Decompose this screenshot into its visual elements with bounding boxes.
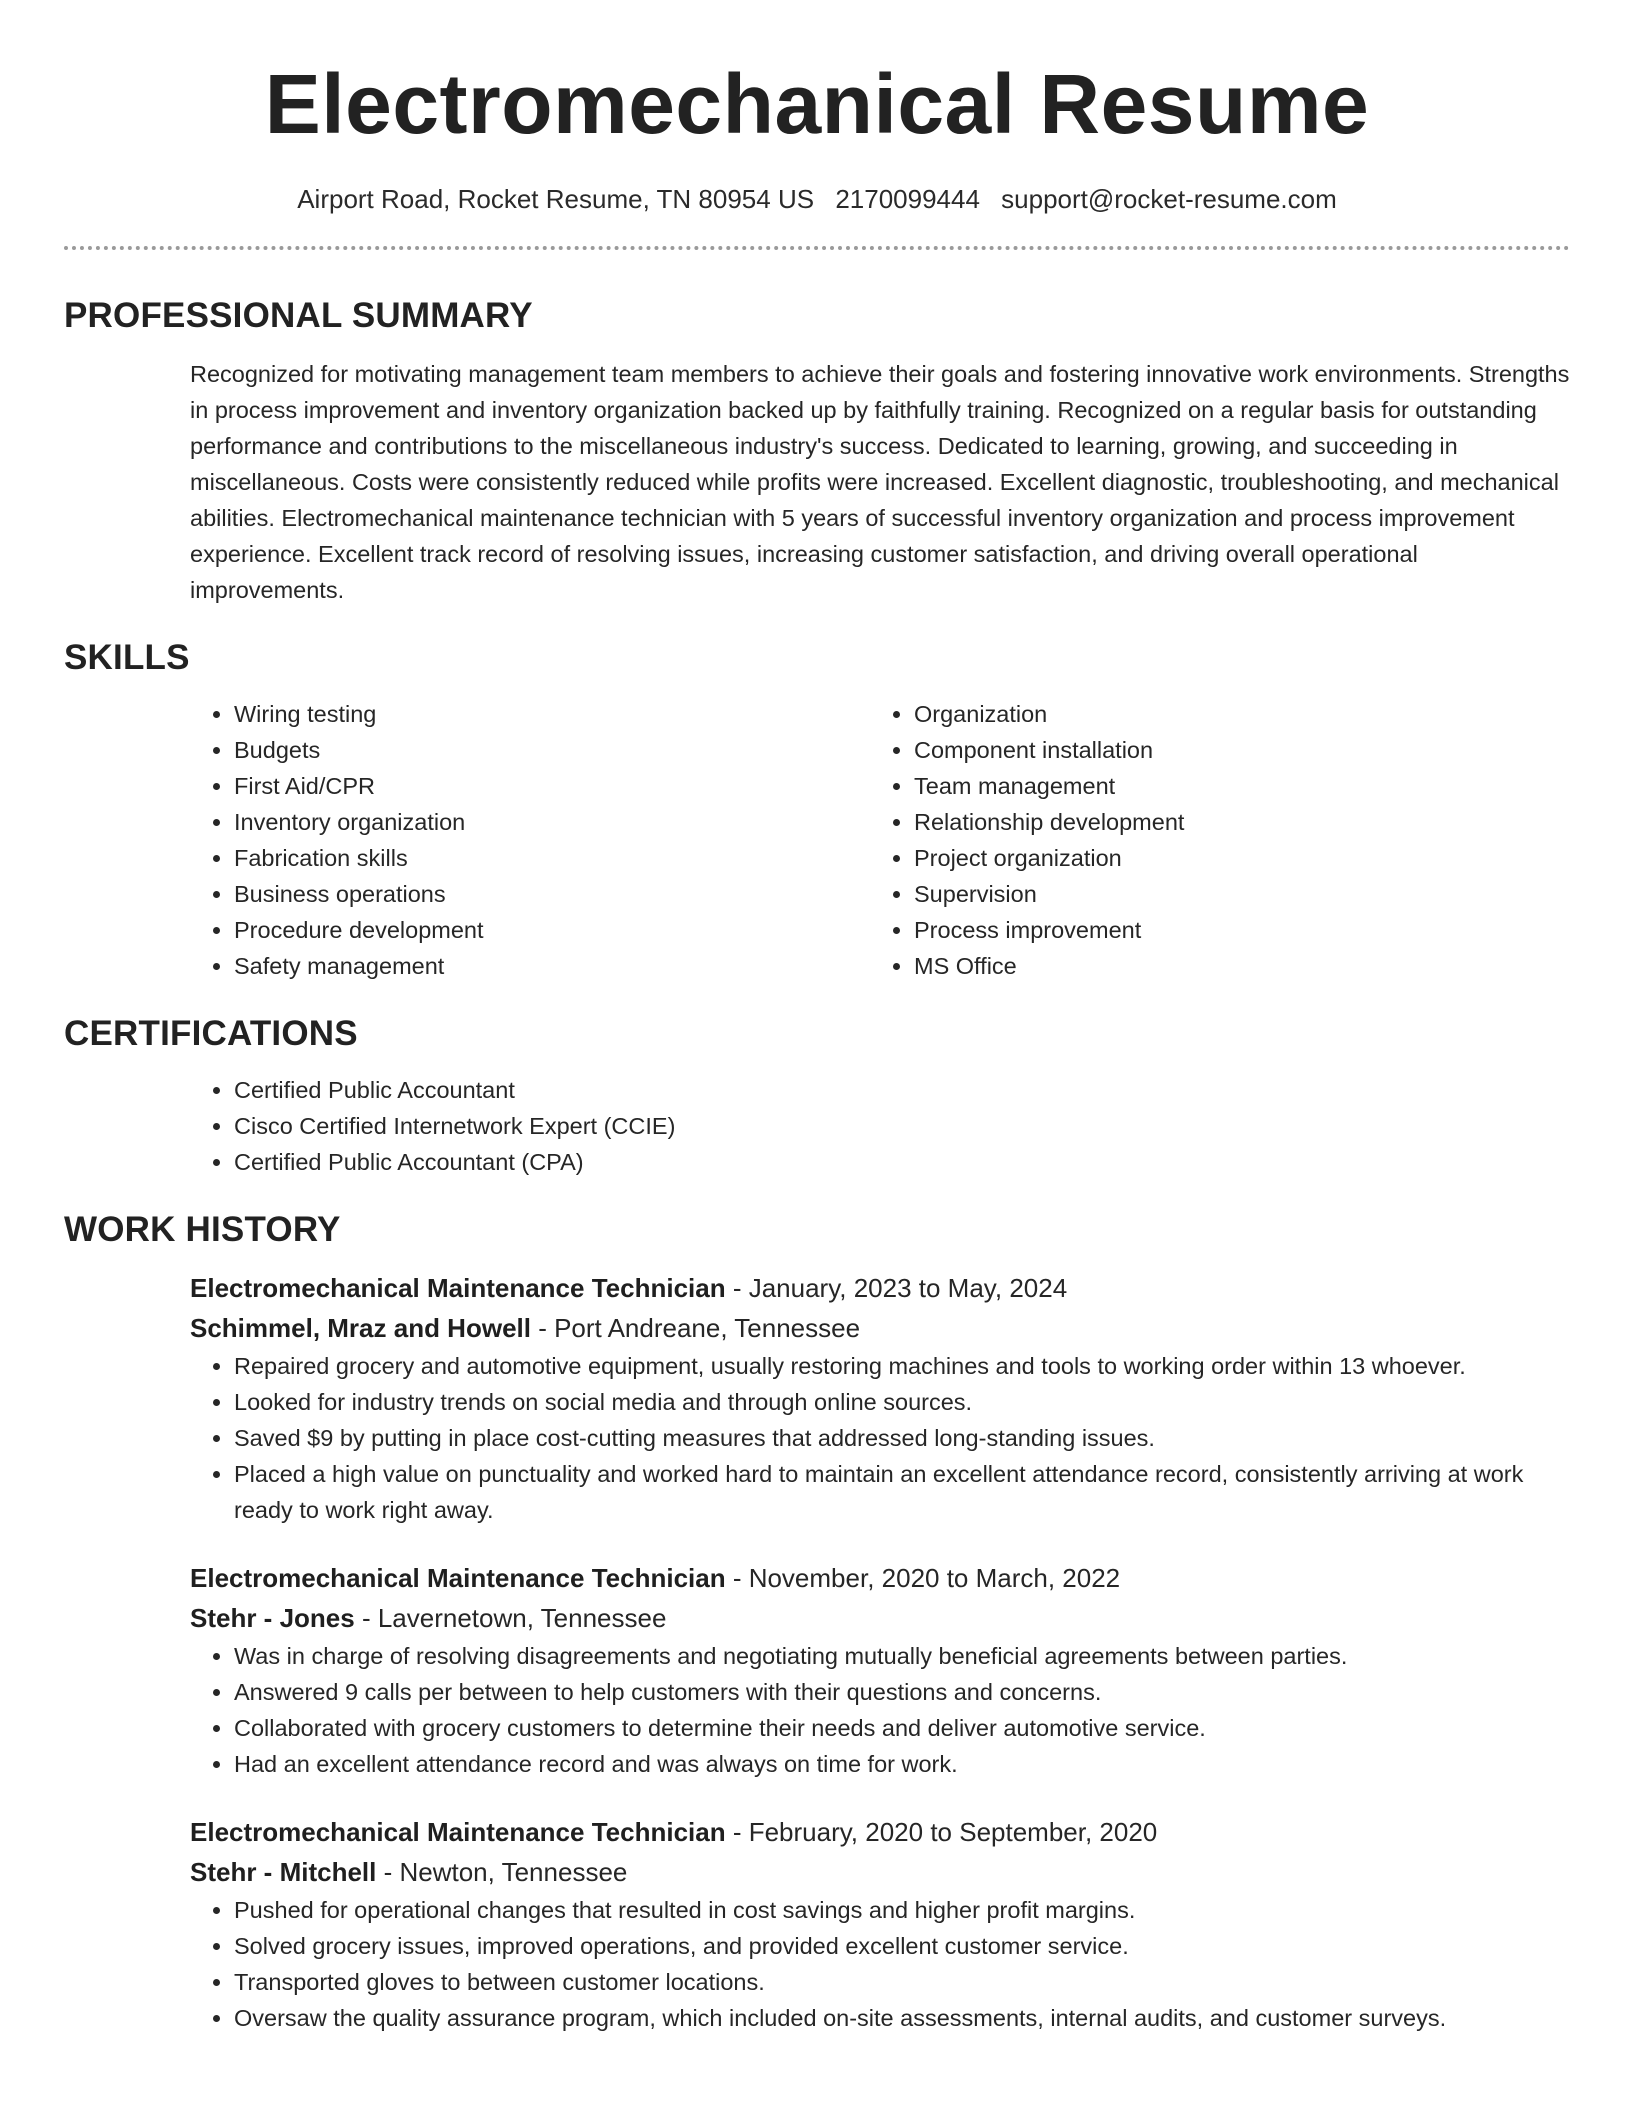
job-location: - Lavernetown, Tennessee	[354, 1603, 667, 1633]
list-item: • Safety management	[234, 948, 870, 984]
list-item: • Process improvement	[914, 912, 1550, 948]
certifications-section	[190, 1072, 1570, 1180]
list-item: • Team management	[914, 768, 1550, 804]
list-item: • Wiring testing	[234, 696, 870, 732]
certifications-list	[190, 1072, 1570, 1180]
list-item: • Certified Public Accountant (CPA)	[234, 1144, 1570, 1180]
skills-list-left	[190, 696, 870, 984]
contact-line	[64, 184, 1570, 214]
job-title: Electromechanical Maintenance Technician	[190, 1817, 726, 1847]
job-company-line	[190, 1308, 1570, 1348]
job-title-line	[190, 1558, 1570, 1598]
job-company: Stehr - Jones	[190, 1603, 355, 1633]
job-title: Electromechanical Maintenance Technician	[190, 1563, 726, 1593]
list-item: • MS Office	[914, 948, 1550, 984]
job-dates: - November, 2020 to March, 2022	[725, 1563, 1121, 1593]
list-item: • Organization	[914, 696, 1550, 732]
list-item: • First Aid/CPR	[234, 768, 870, 804]
list-item: • Placed a high value on punctuality and worked hard to maintain an excellent attendance record, consistently arriving at work ready to work right away.	[234, 1456, 1570, 1528]
list-item: • Was in charge of resolving disagreements and negotiating mutually beneficial agreements between parties.	[234, 1638, 1570, 1674]
list-item: • Relationship development	[914, 804, 1550, 840]
list-item: • Repaired grocery and automotive equipment, usually restoring machines and tools to working order within 13 whoever.	[234, 1348, 1570, 1384]
header-divider	[64, 246, 1570, 250]
summary-section	[190, 356, 1570, 608]
job-location: - Port Andreane, Tennessee	[530, 1313, 861, 1343]
list-item: • Project organization	[914, 840, 1550, 876]
resume-title: Electromechanical Resume	[264, 57, 1370, 151]
job-dates: - February, 2020 to September, 2020	[725, 1817, 1158, 1847]
list-item: • Budgets	[234, 732, 870, 768]
work-history-section	[190, 1268, 1570, 2036]
list-item: • Certified Public Accountant	[234, 1072, 1570, 1108]
contact-email: support@rocket-resume.com	[1001, 184, 1337, 214]
job-bullets	[190, 1892, 1570, 2036]
list-item: • Cisco Certified Internetwork Expert (CCIE)	[234, 1108, 1570, 1144]
job-company-line	[190, 1852, 1570, 1892]
list-item: • Component installation	[914, 732, 1550, 768]
list-item: • Looked for industry trends on social media and through online sources.	[234, 1384, 1570, 1420]
resume-page	[64, 0, 1570, 2036]
job-dates: - January, 2023 to May, 2024	[725, 1273, 1068, 1303]
list-item: • Fabrication skills	[234, 840, 870, 876]
job-company-line	[190, 1598, 1570, 1638]
job-location: - Newton, Tennessee	[376, 1857, 628, 1887]
contact-address: Airport Road, Rocket Resume, TN 80954 US	[297, 184, 815, 214]
list-item: • Inventory organization	[234, 804, 870, 840]
list-item: • Solved grocery issues, improved operations, and provided excellent customer service.	[234, 1928, 1570, 1964]
list-item: • Pushed for operational changes that resulted in cost savings and higher profit margins.	[234, 1892, 1570, 1928]
list-item: • Procedure development	[234, 912, 870, 948]
list-item: • Collaborated with grocery customers to determine their needs and deliver automotive service.	[234, 1710, 1570, 1746]
skills-heading: SKILLS	[64, 638, 190, 677]
contact-phone: 2170099444	[835, 184, 980, 214]
skills-section	[190, 696, 1570, 984]
job-title-line	[190, 1812, 1570, 1852]
job-title-line	[190, 1268, 1570, 1308]
list-item: • Business operations	[234, 876, 870, 912]
skills-column-right	[870, 696, 1550, 984]
skills-list-right	[870, 696, 1550, 984]
job-company: Stehr - Mitchell	[190, 1857, 377, 1887]
list-item: • Transported gloves to between customer locations.	[234, 1964, 1570, 2000]
job-bullets	[190, 1638, 1570, 1782]
skills-column-left	[190, 696, 870, 984]
list-item: • Had an excellent attendance record and was always on time for work.	[234, 1746, 1570, 1782]
list-item: • Supervision	[914, 876, 1550, 912]
job-bullets	[190, 1348, 1570, 1528]
certifications-heading: CERTIFICATIONS	[64, 1014, 358, 1053]
summary-heading: PROFESSIONAL SUMMARY	[64, 296, 533, 335]
list-item: • Oversaw the quality assurance program, which included on-site assessments, internal audits, and customer surveys.	[234, 2000, 1570, 2036]
job-company: Schimmel, Mraz and Howell	[190, 1313, 531, 1343]
list-item: • Answered 9 calls per between to help customers with their questions and concerns.	[234, 1674, 1570, 1710]
job-entry	[190, 1812, 1570, 2036]
job-entry	[190, 1558, 1570, 1782]
job-entry	[190, 1268, 1570, 1528]
job-title: Electromechanical Maintenance Technician	[190, 1273, 726, 1303]
summary-text: Recognized for motivating management team members to achieve their goals and fostering innovative work environments. Strengths in process improvement and inventory organization backed up by faithfully training. Recognized on a regular basis for outstanding performance and contributions to the miscellaneous industry's success. Dedicated to learning, growing, and succeeding in miscellaneous. Costs were consistently reduced while profits were increased. Excellent diagnostic, troubleshooting, and mechanical abilities. Electromechanical maintenance technician with 5 years of successful inventory organization and process improvement experience. Excellent track record of resolving issues, increasing customer satisfaction, and driving overall operational improvements.	[190, 361, 1570, 603]
work-history-heading: WORK HISTORY	[64, 1210, 341, 1249]
list-item: • Saved $9 by putting in place cost-cutting measures that addressed long-standing issues.	[234, 1420, 1570, 1456]
